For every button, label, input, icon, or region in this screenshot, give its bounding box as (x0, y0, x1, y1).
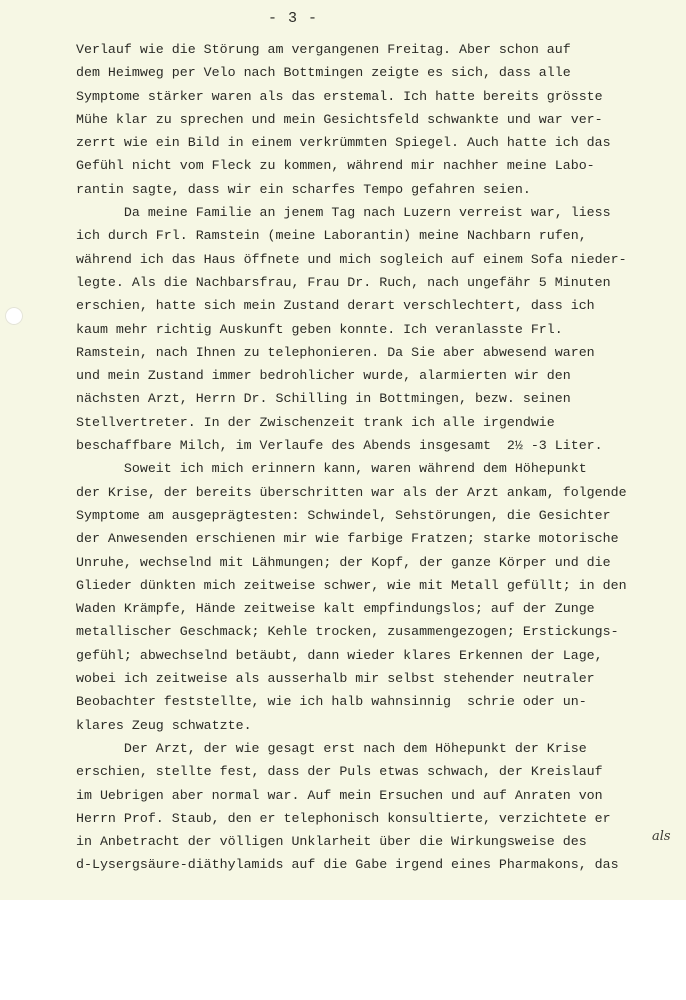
text-line: ich durch Frl. Ramstein (meine Laborantin) meine Nachbarn rufen, (76, 228, 587, 244)
text-line: Beobachter feststellte, wie ich halb wahnsinnig schrie oder un- (76, 694, 587, 710)
text-line: Glieder dünkten mich zeitweise schwer, wie mit Metall gefüllt; in den (76, 577, 627, 593)
text-line: Soweit ich mich erinnern kann, waren während dem Höhepunkt (76, 461, 587, 477)
text-line: Symptome stärker waren als das erstemal. Ich hatte bereits grösste (76, 88, 603, 104)
text-line: rantin sagte, dass wir ein scharfes Tempo gefahren seien. (76, 181, 531, 197)
text-line: Herrn Prof. Staub, den er telephonisch konsultierte, verzichtete er (76, 810, 611, 826)
text-line: der Anwesenden erschienen mir wie farbige Fratzen; starke motorische (76, 531, 619, 547)
text-line: Mühe klar zu sprechen und mein Gesichtsfeld schwankte und war ver- (76, 111, 603, 127)
typed-body-text (76, 38, 680, 877)
text-line: Verlauf wie die Störung am vergangenen Freitag. Aber schon auf (76, 42, 571, 57)
text-line: und mein Zustand immer bedrohlicher wurde, alarmierten wir den (76, 368, 571, 384)
text-line: legte. Als die Nachbarsfrau, Frau Dr. Ruch, nach ungefähr 5 Minuten (76, 274, 611, 290)
text-line: Symptome am ausgeprägtesten: Schwindel, Sehstörungen, die Gesichter (76, 507, 611, 523)
text-line: der Krise, der bereits überschritten war als der Arzt ankam, folgende (76, 484, 627, 500)
scan-background (0, 900, 686, 1000)
text-line: erschien, hatte sich mein Zustand derart verschlechtert, dass ich (76, 298, 595, 314)
text-line: Unruhe, wechselnd mit Lähmungen; der Kopf, der ganze Körper und die (76, 554, 611, 570)
text-line: beschaffbare Milch, im Verlaufe des Abends insgesamt 2½ -3 Liter. (76, 438, 603, 454)
text-line: Gefühl nicht vom Fleck zu kommen, während mir nachher meine Labo- (76, 158, 595, 174)
text-line: d-Lysergsäure-diäthylamids auf die Gabe irgend eines Pharmakons, das (76, 857, 619, 873)
text-line: zerrt wie ein Bild in einem verkrümmten Spiegel. Auch hatte ich das (76, 135, 611, 151)
text-line: Da meine Familie an jenem Tag nach Luzern verreist war, liess (76, 205, 611, 221)
punch-hole (5, 307, 23, 325)
text-line: Ramstein, nach Ihnen zu telephonieren. Da Sie aber abwesend waren (76, 344, 595, 360)
text-line: gefühl; abwechselnd betäubt, dann wieder klares Erkennen der Lage, (76, 647, 603, 663)
text-line: erschien, stellte fest, dass der Puls etwas schwach, der Kreislauf (76, 764, 603, 780)
text-line: metallischer Geschmack; Kehle trocken, zusammengezogen; Erstickungs- (76, 624, 619, 640)
text-line: dem Heimweg per Velo nach Bottmingen zeigte es sich, dass alle (76, 65, 571, 81)
page-number: - 3 - (268, 10, 319, 27)
text-line: klares Zeug schwatzte. (76, 717, 252, 733)
text-line: Waden Krämpfe, Hände zeitweise kalt empfindungslos; auf der Zunge (76, 601, 595, 617)
text-line: während ich das Haus öffnete und mich sogleich auf einem Sofa nieder- (76, 251, 627, 267)
text-line: Der Arzt, der wie gesagt erst nach dem Höhepunkt der Krise (76, 740, 587, 756)
handwritten-margin-note: als (652, 829, 671, 844)
text-line: wobei ich zeitweise als ausserhalb mir selbst stehender neutraler (76, 671, 595, 687)
text-line: Stellvertreter. In der Zwischenzeit trank ich alle irgendwie (76, 414, 555, 430)
text-line: im Uebrigen aber normal war. Auf mein Ersuchen und auf Anraten von (76, 787, 603, 803)
text-line: in Anbetracht der völligen Unklarheit über die Wirkungsweise des (76, 834, 587, 850)
text-line: kaum mehr richtig Auskunft geben konnte. Ich veranlasste Frl. (76, 321, 563, 337)
text-line: nächsten Arzt, Herrn Dr. Schilling in Bottmingen, bezw. seinen (76, 391, 571, 407)
